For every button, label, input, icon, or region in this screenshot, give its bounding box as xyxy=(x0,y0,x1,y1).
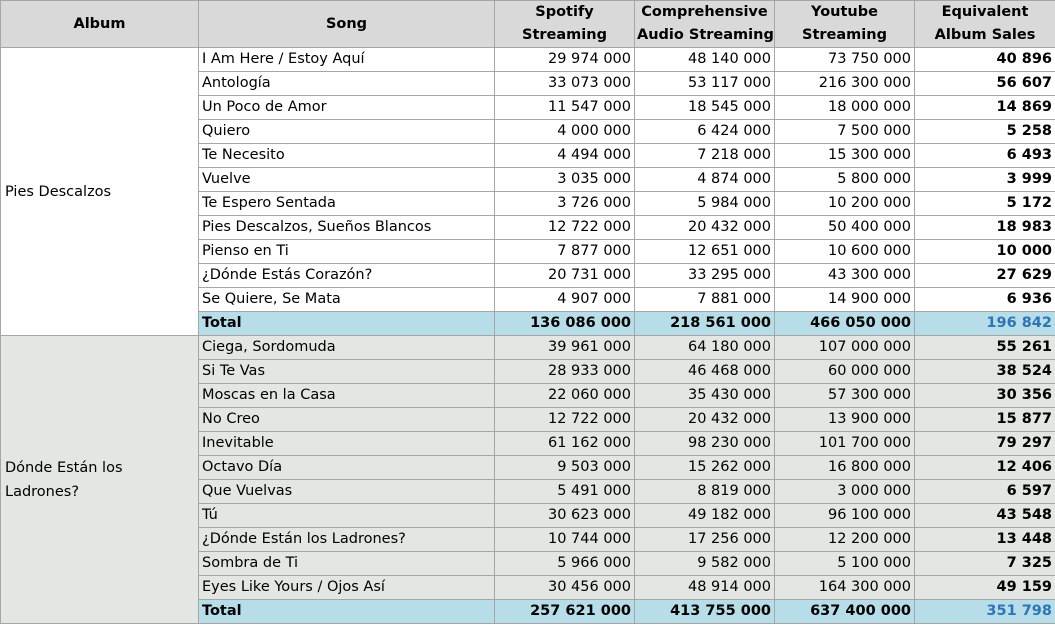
youtube-cell: 107 000 000 xyxy=(775,336,915,360)
table-row xyxy=(1,48,1055,72)
header-album: Album xyxy=(1,1,199,48)
spotify-cell: 3 035 000 xyxy=(495,168,635,192)
song-cell: Inevitable xyxy=(199,432,495,456)
youtube-cell: 96 100 000 xyxy=(775,504,915,528)
eas-cell: 18 983 xyxy=(915,216,1055,240)
header-youtube-line2: Streaming xyxy=(802,27,887,43)
song-cell: Sombra de Ti xyxy=(199,552,495,576)
audio-cell: 18 545 000 xyxy=(635,96,775,120)
eas-cell: 43 548 xyxy=(915,504,1055,528)
song-cell: Te Espero Sentada xyxy=(199,192,495,216)
audio-cell: 17 256 000 xyxy=(635,528,775,552)
song-cell: I Am Here / Estoy Aquí xyxy=(199,48,495,72)
eas-cell: 40 896 xyxy=(915,48,1055,72)
song-cell: Ciega, Sordomuda xyxy=(199,336,495,360)
song-cell: ¿Dónde Estás Corazón? xyxy=(199,264,495,288)
youtube-cell: 101 700 000 xyxy=(775,432,915,456)
total-eas: 196 842 xyxy=(915,312,1055,336)
song-cell: Que Vuelvas xyxy=(199,480,495,504)
header-spotify xyxy=(495,1,635,48)
youtube-cell: 73 750 000 xyxy=(775,48,915,72)
total-spotify: 136 086 000 xyxy=(495,312,635,336)
spotify-cell: 7 877 000 xyxy=(495,240,635,264)
youtube-cell: 5 800 000 xyxy=(775,168,915,192)
audio-cell: 20 432 000 xyxy=(635,408,775,432)
youtube-cell: 5 100 000 xyxy=(775,552,915,576)
album-name xyxy=(1,48,199,336)
total-eas: 351 798 xyxy=(915,600,1055,624)
youtube-cell: 164 300 000 xyxy=(775,576,915,600)
song-cell: ¿Dónde Están los Ladrones? xyxy=(199,528,495,552)
header-spotify-line2: Streaming xyxy=(522,27,607,43)
table-header xyxy=(1,1,1055,48)
song-cell: Eyes Like Yours / Ojos Así xyxy=(199,576,495,600)
youtube-cell: 13 900 000 xyxy=(775,408,915,432)
eas-cell: 5 172 xyxy=(915,192,1055,216)
song-cell: Pienso en Ti xyxy=(199,240,495,264)
spotify-cell: 29 974 000 xyxy=(495,48,635,72)
youtube-cell: 57 300 000 xyxy=(775,384,915,408)
audio-cell: 48 140 000 xyxy=(635,48,775,72)
eas-cell: 30 356 xyxy=(915,384,1055,408)
spotify-cell: 12 722 000 xyxy=(495,408,635,432)
youtube-cell: 7 500 000 xyxy=(775,120,915,144)
eas-cell: 3 999 xyxy=(915,168,1055,192)
youtube-cell: 10 200 000 xyxy=(775,192,915,216)
youtube-cell: 18 000 000 xyxy=(775,96,915,120)
song-cell: Pies Descalzos, Sueños Blancos xyxy=(199,216,495,240)
album-group-donde-estan-los-ladrones xyxy=(1,336,1055,624)
spotify-cell: 3 726 000 xyxy=(495,192,635,216)
total-label: Total xyxy=(199,600,495,624)
eas-cell: 6 936 xyxy=(915,288,1055,312)
audio-cell: 35 430 000 xyxy=(635,384,775,408)
total-label: Total xyxy=(199,312,495,336)
spotify-cell: 5 966 000 xyxy=(495,552,635,576)
header-song: Song xyxy=(199,1,495,48)
spotify-cell: 4 907 000 xyxy=(495,288,635,312)
audio-cell: 48 914 000 xyxy=(635,576,775,600)
youtube-cell: 14 900 000 xyxy=(775,288,915,312)
album-group-pies-descalzos xyxy=(1,48,1055,336)
youtube-cell: 50 400 000 xyxy=(775,216,915,240)
header-spotify-line1: Spotify xyxy=(535,4,594,20)
song-cell: Octavo Día xyxy=(199,456,495,480)
eas-cell: 10 000 xyxy=(915,240,1055,264)
album-name xyxy=(1,336,199,624)
total-youtube: 466 050 000 xyxy=(775,312,915,336)
album-name-line: Dónde Están los xyxy=(5,459,123,476)
spotify-cell: 9 503 000 xyxy=(495,456,635,480)
album-name-line: Ladrones? xyxy=(5,483,80,500)
song-cell: Quiero xyxy=(199,120,495,144)
spotify-cell: 11 547 000 xyxy=(495,96,635,120)
eas-cell: 6 493 xyxy=(915,144,1055,168)
spotify-cell: 5 491 000 xyxy=(495,480,635,504)
spotify-cell: 20 731 000 xyxy=(495,264,635,288)
song-cell: Un Poco de Amor xyxy=(199,96,495,120)
eas-cell: 55 261 xyxy=(915,336,1055,360)
song-cell: No Creo xyxy=(199,408,495,432)
header-comprehensive-line1: Comprehensive xyxy=(641,4,768,20)
song-cell: Vuelve xyxy=(199,168,495,192)
song-cell: Te Necesito xyxy=(199,144,495,168)
total-audio: 413 755 000 xyxy=(635,600,775,624)
spotify-cell: 39 961 000 xyxy=(495,336,635,360)
header-youtube xyxy=(775,1,915,48)
audio-cell: 5 984 000 xyxy=(635,192,775,216)
audio-cell: 7 218 000 xyxy=(635,144,775,168)
song-cell: Moscas en la Casa xyxy=(199,384,495,408)
eas-cell: 5 258 xyxy=(915,120,1055,144)
eas-cell: 6 597 xyxy=(915,480,1055,504)
total-spotify: 257 621 000 xyxy=(495,600,635,624)
youtube-cell: 3 000 000 xyxy=(775,480,915,504)
header-equivalent-line2: Album Sales xyxy=(934,27,1036,43)
song-cell: Tú xyxy=(199,504,495,528)
spotify-cell: 33 073 000 xyxy=(495,72,635,96)
eas-cell: 14 869 xyxy=(915,96,1055,120)
youtube-cell: 12 200 000 xyxy=(775,528,915,552)
spotify-cell: 61 162 000 xyxy=(495,432,635,456)
audio-cell: 8 819 000 xyxy=(635,480,775,504)
song-cell: Antología xyxy=(199,72,495,96)
header-comprehensive xyxy=(635,1,775,48)
eas-cell: 79 297 xyxy=(915,432,1055,456)
header-equivalent-line1: Equivalent xyxy=(941,4,1029,20)
audio-cell: 4 874 000 xyxy=(635,168,775,192)
eas-cell: 56 607 xyxy=(915,72,1055,96)
youtube-cell: 10 600 000 xyxy=(775,240,915,264)
eas-cell: 49 159 xyxy=(915,576,1055,600)
audio-cell: 98 230 000 xyxy=(635,432,775,456)
eas-cell: 27 629 xyxy=(915,264,1055,288)
eas-cell: 7 325 xyxy=(915,552,1055,576)
audio-cell: 12 651 000 xyxy=(635,240,775,264)
audio-cell: 20 432 000 xyxy=(635,216,775,240)
header-row xyxy=(1,1,1055,48)
youtube-cell: 60 000 000 xyxy=(775,360,915,384)
header-comprehensive-line2: Audio Streaming xyxy=(637,27,774,43)
eas-cell: 13 448 xyxy=(915,528,1055,552)
youtube-cell: 16 800 000 xyxy=(775,456,915,480)
song-cell: Se Quiere, Se Mata xyxy=(199,288,495,312)
album-name-line: Pies Descalzos xyxy=(5,183,112,200)
song-cell: Si Te Vas xyxy=(199,360,495,384)
audio-cell: 6 424 000 xyxy=(635,120,775,144)
header-equivalent xyxy=(915,1,1055,48)
audio-cell: 49 182 000 xyxy=(635,504,775,528)
audio-cell: 15 262 000 xyxy=(635,456,775,480)
audio-cell: 7 881 000 xyxy=(635,288,775,312)
spotify-cell: 10 744 000 xyxy=(495,528,635,552)
header-youtube-line1: Youtube xyxy=(811,4,878,20)
spotify-cell: 12 722 000 xyxy=(495,216,635,240)
total-audio: 218 561 000 xyxy=(635,312,775,336)
eas-cell: 38 524 xyxy=(915,360,1055,384)
spotify-cell: 4 000 000 xyxy=(495,120,635,144)
total-youtube: 637 400 000 xyxy=(775,600,915,624)
spotify-cell: 30 456 000 xyxy=(495,576,635,600)
audio-cell: 53 117 000 xyxy=(635,72,775,96)
eas-cell: 15 877 xyxy=(915,408,1055,432)
audio-cell: 46 468 000 xyxy=(635,360,775,384)
table-row xyxy=(1,336,1055,360)
spotify-cell: 28 933 000 xyxy=(495,360,635,384)
eas-cell: 12 406 xyxy=(915,456,1055,480)
youtube-cell: 216 300 000 xyxy=(775,72,915,96)
audio-cell: 64 180 000 xyxy=(635,336,775,360)
spotify-cell: 22 060 000 xyxy=(495,384,635,408)
audio-cell: 9 582 000 xyxy=(635,552,775,576)
spotify-cell: 30 623 000 xyxy=(495,504,635,528)
spotify-cell: 4 494 000 xyxy=(495,144,635,168)
youtube-cell: 43 300 000 xyxy=(775,264,915,288)
youtube-cell: 15 300 000 xyxy=(775,144,915,168)
audio-cell: 33 295 000 xyxy=(635,264,775,288)
